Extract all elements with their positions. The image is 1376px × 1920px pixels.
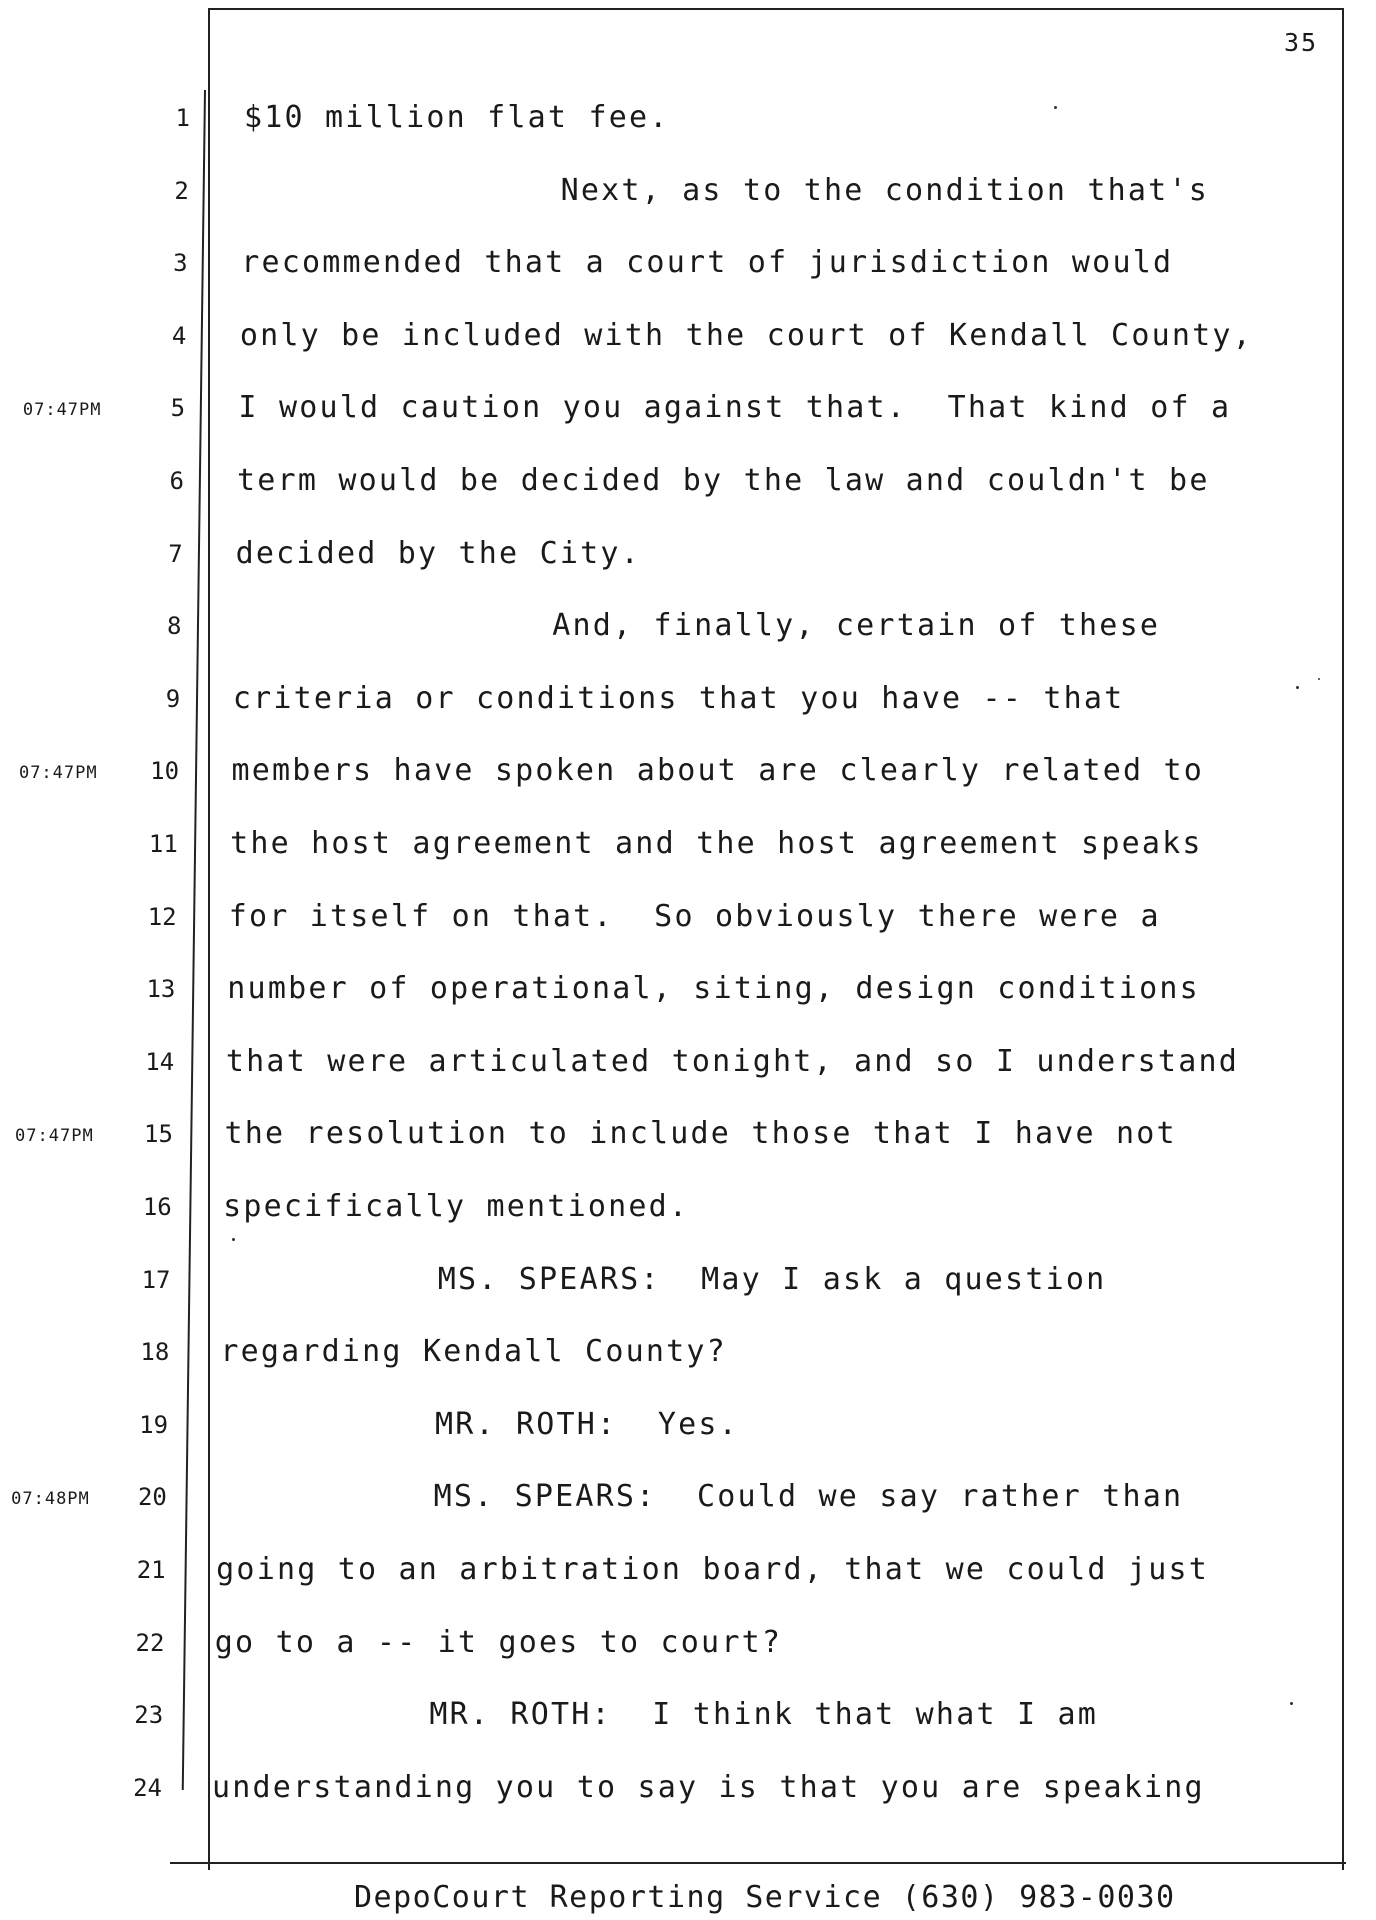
line-number: 24 xyxy=(133,1773,162,1802)
line-text: MS. SPEARS: May I ask a question xyxy=(437,1261,1107,1297)
transcript-line xyxy=(0,971,1376,1011)
line-text: And, finally, certain of these xyxy=(552,608,1161,644)
line-number: 14 xyxy=(145,1047,175,1076)
transcript-line xyxy=(0,536,1376,576)
line-text: $10 million flat fee. xyxy=(244,100,670,135)
transcript-line xyxy=(0,1262,1376,1302)
line-timestamp: 07:47PM xyxy=(22,400,102,421)
line-timestamp: 07:47PM xyxy=(15,1126,94,1147)
transcript-line xyxy=(0,608,1376,648)
line-number: 13 xyxy=(146,975,176,1004)
transcript-line xyxy=(0,826,1376,866)
scan-speck xyxy=(1296,686,1299,689)
line-text: Next, as to the condition that's xyxy=(560,172,1209,208)
line-timestamp: 07:48PM xyxy=(11,1489,90,1510)
line-number: 20 xyxy=(137,1483,167,1512)
line-text: specifically mentioned. xyxy=(223,1189,690,1224)
line-number: 12 xyxy=(147,902,177,931)
line-number: 7 xyxy=(168,539,183,568)
footer-reporting-service: DepoCourt Reporting Service (630) 983-0030 xyxy=(354,1880,1176,1915)
line-text: MR. ROTH: I think that what I am xyxy=(429,1697,1099,1733)
line-number: 1 xyxy=(175,104,190,132)
line-number: 22 xyxy=(135,1628,165,1657)
line-text: MR. ROTH: Yes. xyxy=(434,1406,739,1442)
scan-speck xyxy=(1318,678,1320,680)
line-text: going to an arbitration board, that we could just xyxy=(216,1552,1209,1587)
transcript-line xyxy=(0,245,1376,285)
transcript-line xyxy=(0,173,1376,213)
line-number: 6 xyxy=(169,467,184,495)
line-number: 3 xyxy=(173,249,188,278)
line-text: go to a -- it goes to court? xyxy=(214,1624,783,1660)
line-number: 17 xyxy=(141,1265,171,1294)
transcript-line xyxy=(0,1334,1376,1374)
line-number: 19 xyxy=(139,1410,169,1439)
line-text: decided by the City. xyxy=(235,535,641,571)
line-number: 10 xyxy=(150,757,180,786)
line-text: criteria or conditions that you have -- that xyxy=(232,680,1125,716)
line-text: the host agreement and the host agreement speaks xyxy=(230,826,1203,861)
line-text: only be included with the court of Kendall County, xyxy=(239,317,1253,353)
transcript-line xyxy=(0,1189,1376,1229)
transcript-line xyxy=(0,1116,1376,1156)
transcript-line xyxy=(0,1625,1376,1665)
line-text: number of operational, siting, design conditions xyxy=(227,971,1200,1007)
line-text: that were articulated tonight, and so I understand xyxy=(225,1043,1239,1079)
line-number: 21 xyxy=(136,1556,166,1584)
line-number: 23 xyxy=(134,1701,164,1730)
line-text: I would caution you against that. That kind of a xyxy=(238,390,1232,426)
transcript-line xyxy=(0,1697,1376,1737)
line-text: regarding Kendall County? xyxy=(220,1334,727,1370)
line-text: the resolution to include those that I have not xyxy=(224,1116,1177,1152)
scan-speck xyxy=(1290,1702,1293,1705)
line-number: 4 xyxy=(171,321,187,350)
line-number: 15 xyxy=(144,1120,173,1149)
transcript-line xyxy=(0,390,1376,430)
line-number: 16 xyxy=(142,1193,172,1221)
transcript-line xyxy=(0,681,1376,721)
line-number: 5 xyxy=(170,394,186,423)
line-text: MS. SPEARS: Could we say rather than xyxy=(433,1479,1184,1515)
line-text: term would be decided by the law and couldn't be xyxy=(237,463,1210,498)
scan-speck xyxy=(1054,106,1057,109)
transcript-line xyxy=(0,1770,1376,1810)
transcript-line xyxy=(0,318,1376,358)
transcript-line xyxy=(0,100,1376,140)
transcript-line xyxy=(0,1407,1376,1447)
transcript-line xyxy=(0,463,1376,503)
line-text: recommended that a court of jurisdiction would xyxy=(241,245,1174,281)
transcript-line xyxy=(0,753,1376,793)
line-text: for itself on that. So obviously there were a xyxy=(228,898,1161,934)
line-timestamp: 07:47PM xyxy=(18,763,98,784)
line-text: members have spoken about are clearly related to xyxy=(231,753,1205,789)
scan-speck xyxy=(232,1238,235,1241)
line-number: 11 xyxy=(148,830,178,858)
transcript-line xyxy=(0,899,1376,939)
line-text: understanding you to say is that you are speaking xyxy=(212,1769,1205,1805)
line-number: 18 xyxy=(140,1338,170,1367)
page-number: 35 xyxy=(1284,28,1319,57)
page-frame-bottom-rule xyxy=(170,1862,1346,1864)
transcript-line xyxy=(0,1552,1376,1592)
transcript-line xyxy=(0,1479,1376,1519)
line-number: 9 xyxy=(165,684,181,713)
line-number: 2 xyxy=(174,176,189,205)
line-number: 8 xyxy=(167,612,182,641)
transcript-line xyxy=(0,1044,1376,1084)
